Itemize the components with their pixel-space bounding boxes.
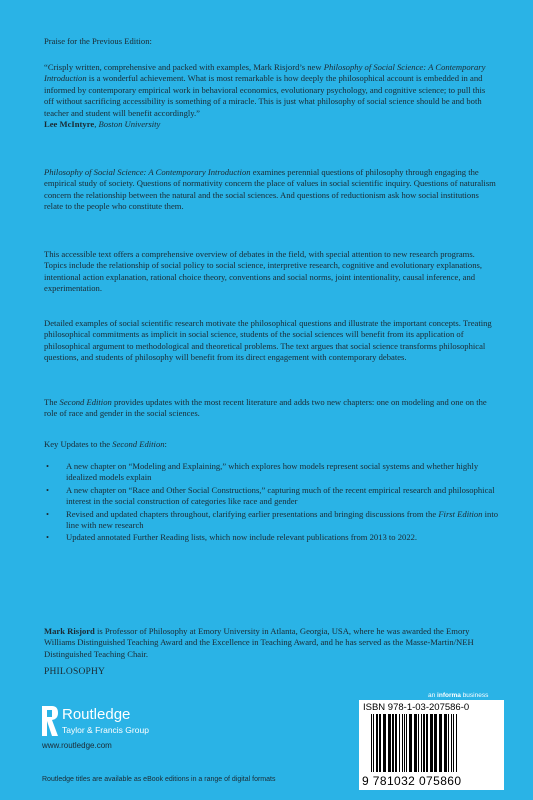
publisher-website: www.routledge.com (42, 741, 112, 750)
list-item: • Updated annotated Further Reading lists, which now include relevant publications from 2013 to 2022. (44, 532, 504, 543)
barcode-bar (453, 714, 454, 772)
key-updates-edition: Second Edition (112, 439, 165, 449)
publisher-logo (42, 706, 182, 746)
quote-attribution-name: Lee McIntyre (44, 119, 95, 130)
barcode-bar (448, 714, 449, 772)
quote-text-end: is a wonderful achievement. What is most remarkable is how deeply the philosophical account is embedded in and informed by contemporary empirical work in behavioral economics, evolutionary psychology, and cognitive science; to pull this off without sacrificing accessibility is something of a miracle. This is just what philosophy of social science should be and both teacher and student will benefit accordingly.” (44, 73, 486, 118)
description-text-1: examines perennial questions of philosophy through engaging the empirical study of society. Questions of normativity concern the place of values in social scientific inquiry. Questions of naturalism concern the relationship between the natural and the social sciences. And questions of reductionism ask how social institutions relate to the people who constitute them. (44, 167, 496, 212)
informa-brand: informa (437, 692, 461, 699)
publisher-name: Routledge (62, 706, 131, 723)
barcode-bar (423, 714, 425, 772)
isbn-barcode (359, 700, 504, 790)
informa-prefix: an (428, 692, 438, 699)
barcode-bar (451, 714, 452, 772)
praise-heading: Praise for the Previous Edition: (44, 36, 152, 46)
description-paragraph-2: This accessible text offers a comprehensive overview of debates in the field, with special attention to new research programs. Topics include the relationship of social policy to social science, interpretive research, cognitive and evolutionary explanations, intentional action explanation, rational choice theory, conventions and social norms, joint intentionality, causal inference, and experimentation. (44, 249, 483, 294)
barcode-bar (404, 714, 405, 772)
bullet3-start: Revised and updated chapters throughout, clarifying earlier presentations and bringing discussions from the (66, 508, 439, 519)
barcode-bar (406, 714, 407, 772)
key-updates-suffix: : (164, 439, 167, 449)
list-item (44, 509, 504, 532)
description-paragraph-3: Detailed examples of social scientific research motivate the philosophical questions and illustrate the important concepts. Treating philosophical commitments as implicit in social science, students of the social sciences will benefit from its application of philosophical argument to methodological and theoretical problems. The text argues that social science transforms philosophical questions, and students of philosophy will benefit from its direct engagement with contemporary debates. (44, 318, 492, 363)
barcode-bar (376, 714, 378, 772)
barcode-bar (379, 714, 381, 772)
para4-rest: provides updates with the most recent literature and adds two new chapters: one on modeling and one on the role of race and gender in the social sciences. (44, 397, 487, 419)
barcode-bar (395, 714, 397, 772)
ebook-note: Routledge titles are available as eBook editions in a range of digital formats (42, 776, 276, 783)
description-paragraph-1 (44, 167, 496, 213)
barcode-bar (439, 714, 442, 772)
barcode-bar (421, 714, 422, 772)
informa-suffix: business (460, 692, 489, 699)
barcode-bar (414, 714, 417, 772)
barcode-bar (444, 714, 447, 772)
barcode-bar (426, 714, 428, 772)
barcode-bar (399, 714, 400, 772)
barcode-bar (383, 714, 386, 772)
publisher-group: Taylor & Francis Group (62, 725, 149, 735)
barcode-bar (388, 714, 391, 772)
para4-start: The (44, 397, 60, 407)
barcode-bar (373, 714, 374, 772)
bullet3-end: into line with new research (66, 508, 499, 531)
key-updates-list (44, 461, 504, 545)
barcode-bar (434, 714, 437, 772)
routledge-r-logo-icon (42, 706, 58, 736)
book-title: Philosophy of Social Science: A Contemporary Introduction (44, 167, 251, 177)
barcode-digits: 9 781032 075860 (362, 774, 462, 788)
isbn-number: ISBN 978-1-03-207586-0 (363, 702, 470, 713)
key-updates-heading (44, 439, 496, 450)
description-paragraph-4 (44, 397, 496, 420)
key-updates-prefix: Key Updates to the (44, 439, 113, 449)
review-quote: “Crisply written, comprehensive and packed with examples, Mark Risjord’s new Philosophy of Social Science: A Contemporary Introduction is a wonderful achievement. What is most remarkable is how deeply the philosophical account is embedded in and informed by contemporary empirical work in behavioral economics, evolutionary psychology, and cognitive science; to pull this off without sacrificing accessibility is something of a miracle. This is just what philosophy of social science should be and both teacher and student will benefit accordingly.” Lee McIntyre, Boston University (44, 62, 486, 130)
bullet3-edition: First Edition (438, 508, 483, 519)
barcode-bar (430, 714, 433, 772)
barcode-bar (418, 714, 419, 772)
quote-attribution-institution: Boston University (98, 119, 161, 130)
subject-category: PHILOSOPHY (44, 667, 106, 677)
barcode-bar (402, 714, 403, 772)
author-bio (44, 626, 496, 660)
para4-edition: Second Edition (59, 397, 112, 407)
author-bio-text: is Professor of Philosophy at Emory University in Atlanta, Georgia, USA, where he was awarded the Emory Williams Distinguished Teaching Award and the Excellence in Teaching Award, and he has served as the Masse-Martin/NEH Distinguished Teaching Chair. (44, 626, 474, 659)
barcode-bars (359, 714, 504, 776)
author-name: Mark Risjord (44, 626, 95, 636)
barcode-bar (456, 714, 457, 772)
barcode-bar (409, 714, 412, 772)
informa-business-label (428, 692, 488, 699)
list-item: • A new chapter on “Race and Other Social Constructions,” capturing much of the recent empirical research and philosophical interest in the social construction of categories like race and gender (44, 485, 504, 508)
quote-book-title: Philosophy of Social Science: A Contemporary Introduction (44, 62, 486, 84)
list-item: • A new chapter on “Modeling and Explaining,” which explores how models represent social systems and whether highly idealized models explain (44, 461, 504, 484)
quote-text-start: “Crisply written, comprehensive and packed with examples, Mark Risjord’s new (44, 62, 324, 72)
barcode-bar (392, 714, 394, 772)
barcode-bar (371, 714, 372, 772)
